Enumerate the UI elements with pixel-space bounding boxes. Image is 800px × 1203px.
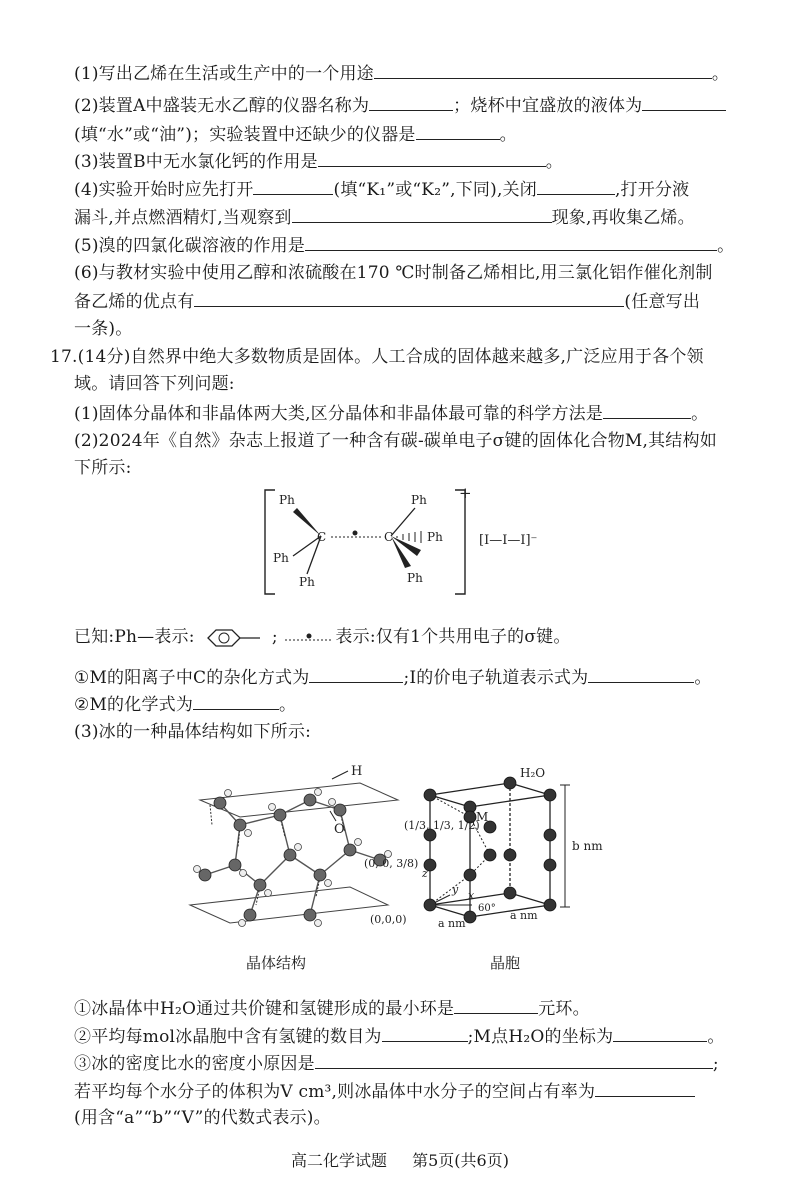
answer-blank[interactable] [369,94,453,111]
q17-item2: (2)2024年《自然》杂志上报道了一种含有碳-碳单电子σ键的固体化合物M,其结构如 [74,431,717,451]
q17-ice-sub3: ③冰的密度比水的密度小原因是 ; [74,1054,719,1074]
hydrogen-label: H [351,764,363,779]
q17-heading-cont: 域。请回答下列问题: [74,374,235,394]
q16-item1-text: (1)写出乙烯在生活或生产中的一个用途 [74,64,374,84]
q17-heading: 17.(14分)自然界中绝大多数物质是固体。人工合成的固体越来越多,广泛应用于各个领 [50,347,704,367]
benzene-ring-icon [200,627,266,649]
answer-blank[interactable] [253,178,333,195]
edge-a-label: a nm [510,909,538,922]
q17-item1: (1)固体分晶体和非晶体两大类,区分晶体和非晶体最可靠的科学方法是 。 [74,404,709,424]
carbon-label: C [384,530,394,544]
h2o-label: H₂O [520,766,546,780]
answer-blank[interactable] [305,234,717,251]
triiodide-anion: [I—I—I]⁻ [479,533,538,548]
exam-title: 高二化学试题 [291,1151,388,1170]
answer-blank[interactable] [292,206,552,223]
q16-item4: (4)实验开始时应先打开 (填“K₁”或“K₂”,下同),关闭 ,打开分液 [74,180,690,200]
q17-known: 已知:Ph—表示: ; 表示:仅有1个共用电子的σ键。 [74,627,571,647]
answer-blank[interactable] [603,402,691,419]
answer-blank[interactable] [315,1052,713,1069]
q16-item6-end: 一条)。 [74,319,133,339]
q17-item2-cont: 下所示: [74,458,132,478]
carbon-label: C [317,530,327,544]
q16-item2-cont: (填“水”或“油”)；实验装置中还缺少的仪器是 。 [74,125,517,145]
ph-label: Ph [273,551,289,565]
q17-ice-sub1: ①冰晶体中H₂O通过共价键和氢键形成的最小环是 元环。 [74,999,590,1019]
q17-ice-sub2: ②平均每mol冰晶胞中含有氢键的数目为 ;M点H₂O的坐标为 。 [74,1027,725,1047]
oxygen-label: O [334,822,345,837]
ph-label: Ph [411,493,427,507]
answer-blank[interactable] [318,150,546,167]
y-axis-label: y [452,883,459,896]
z-axis-label: z [422,867,428,880]
answer-blank[interactable] [642,94,726,111]
answer-blank[interactable] [454,997,538,1014]
ph-label: Ph [299,575,315,589]
compound-m-structure [255,478,555,606]
answer-blank[interactable] [374,62,712,79]
crystal-structure-caption: 晶体结构 [246,954,307,972]
q16-item3: (3)装置B中无水氯化钙的作用是 。 [74,152,563,172]
page-number: 第5页(共6页) [412,1151,509,1170]
q17-ice-sub4: 若平均每个水分子的体积为V cm³,则冰晶体中水分子的空间占有率为 [74,1080,695,1103]
single-electron-bond-icon [283,630,335,646]
answer-blank[interactable] [537,178,615,195]
answer-blank[interactable] [613,1025,707,1042]
page-footer [0,1148,800,1171]
x-axis-label: x [468,889,475,902]
origin-label: (0,0,0) [370,913,407,926]
answer-blank[interactable] [588,666,694,683]
answer-blank[interactable] [595,1080,695,1097]
angle-label: 60° [478,903,496,914]
ph-label: Ph [279,493,295,507]
answer-blank[interactable] [416,123,500,140]
q16-item5: (5)溴的四氯化碳溶液的作用是 。 [74,236,735,256]
answer-blank[interactable] [309,666,403,683]
cation-charge: + [459,484,472,502]
ph-label: Ph [407,571,423,585]
q17-sub2: ②M的化学式为 。 [74,695,297,715]
answer-blank[interactable] [194,290,624,307]
edge-b-label: b nm [572,839,603,853]
answer-blank[interactable] [193,693,279,710]
ice-unit-cell [360,755,630,945]
unit-cell-caption: 晶胞 [490,954,521,972]
q17-ice-sub4-cont: (用含“a”“b”“V”的代数式表示)。 [74,1108,331,1128]
q16-item2: (2)装置A中盛装无水乙醇的仪器名称为 ；烧杯中宜盛放的液体为 [74,94,726,117]
edge-a-label: a nm [438,917,466,930]
q16-item4-cont: 漏斗,并点燃酒精灯,当观察到 现象,再收集乙烯。 [74,208,695,228]
answer-blank[interactable] [382,1025,468,1042]
point-m-label: M [476,810,489,824]
q17-sub1: ①M的阳离子中C的杂化方式为 ;I的价电子轨道表示式为 。 [74,668,712,688]
q17-item3: (3)冰的一种晶体结构如下所示: [74,722,312,742]
point-m-coordinate: (1/3, 1/3, 1/2) [404,819,480,832]
q16-item6: (6)与教材实验中使用乙醇和浓硫酸在170 ℃时制备乙烯相比,用三氯化铝作催化剂制 [74,263,713,283]
q16-item1: (1)写出乙烯在生活或生产中的一个用途 。 [74,64,730,84]
q16-item6-cont: 备乙烯的优点有 (任意写出 [74,292,701,312]
z-point-coordinate: (0, 0, 3/8) [364,857,419,870]
ph-label: Ph [427,530,443,544]
